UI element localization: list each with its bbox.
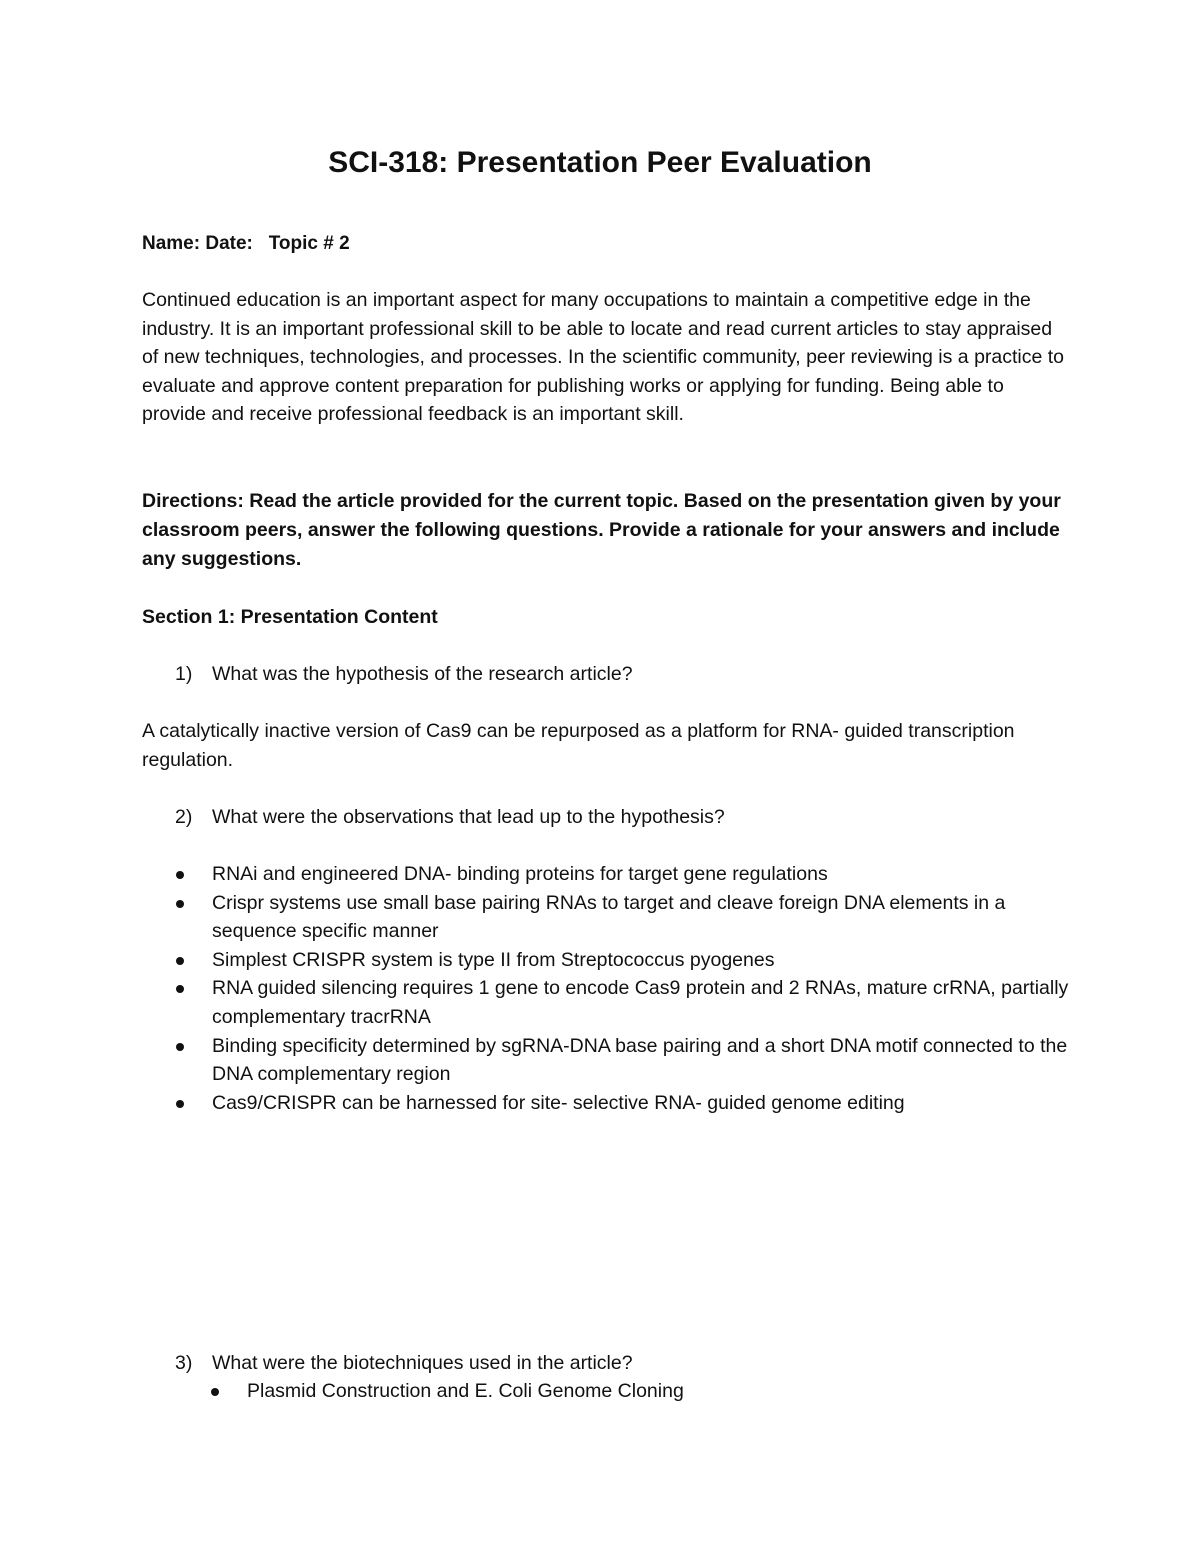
name-date-topic-line: Name: Date: Topic # 2 [142,233,350,254]
bullet-icon [176,871,184,879]
list-item: Crispr systems use small base pairing RNAs to target and cleave foreign DNA elements in a sequence specific manner [175,889,1075,946]
answer-3-bullet-list [210,1377,1070,1406]
question-2 [175,803,725,831]
question-number: 1) [175,663,193,685]
answer-2-bullet-list [175,860,1075,1117]
list-item: RNA guided silencing requires 1 gene to encode Cas9 protein and 2 RNAs, mature crRNA, partially complementary tracrRNA [175,974,1075,1031]
list-item: Simplest CRISPR system is type II from Streptococcus pyogenes [175,946,1075,975]
bullet-icon [176,1043,184,1051]
bullet-icon [176,900,184,908]
bullet-icon [176,985,184,993]
bullet-icon [176,1100,184,1108]
directions-paragraph: Directions: Read the article provided for the current topic. Based on the presentation given by your classroom peers, answer the following questions. Provide a rationale for your answers and include any suggestions. [142,490,1061,570]
question-number: 3) [175,1352,193,1374]
bullet-icon [211,1388,219,1396]
question-3 [175,1349,633,1377]
list-item: Cas9/CRISPR can be harnessed for site- selective RNA- guided genome editing [175,1089,1075,1118]
document-title: SCI-318: Presentation Peer Evaluation [328,146,872,179]
list-item: Binding specificity determined by sgRNA-DNA base pairing and a short DNA motif connected to the DNA complementary region [175,1032,1075,1089]
section-1-heading: Section 1: Presentation Content [142,606,438,628]
question-text: What were the observations that lead up to the hypothesis? [212,806,725,828]
question-1 [175,660,633,688]
list-item: Plasmid Construction and E. Coli Genome Cloning [210,1377,1070,1406]
question-text: What was the hypothesis of the research article? [212,663,633,685]
answer-1: A catalytically inactive version of Cas9 can be repurposed as a platform for RNA- guided transcription regulation. [142,720,1015,771]
list-item: RNAi and engineered DNA- binding proteins for target gene regulations [175,860,1075,889]
intro-paragraph: Continued education is an important aspect for many occupations to maintain a competitive edge in the industry. It is an important professional skill to be able to locate and read current articles to stay appraised of new techniques, technologies, and processes. In the scientific community, peer reviewing is a practice to evaluate and approve content preparation for publishing works or applying for funding. Being able to provide and receive professional feedback is an important skill. [142,289,1065,426]
question-text: What were the biotechniques used in the article? [212,1352,633,1374]
question-number: 2) [175,806,193,828]
bullet-icon [176,957,184,965]
